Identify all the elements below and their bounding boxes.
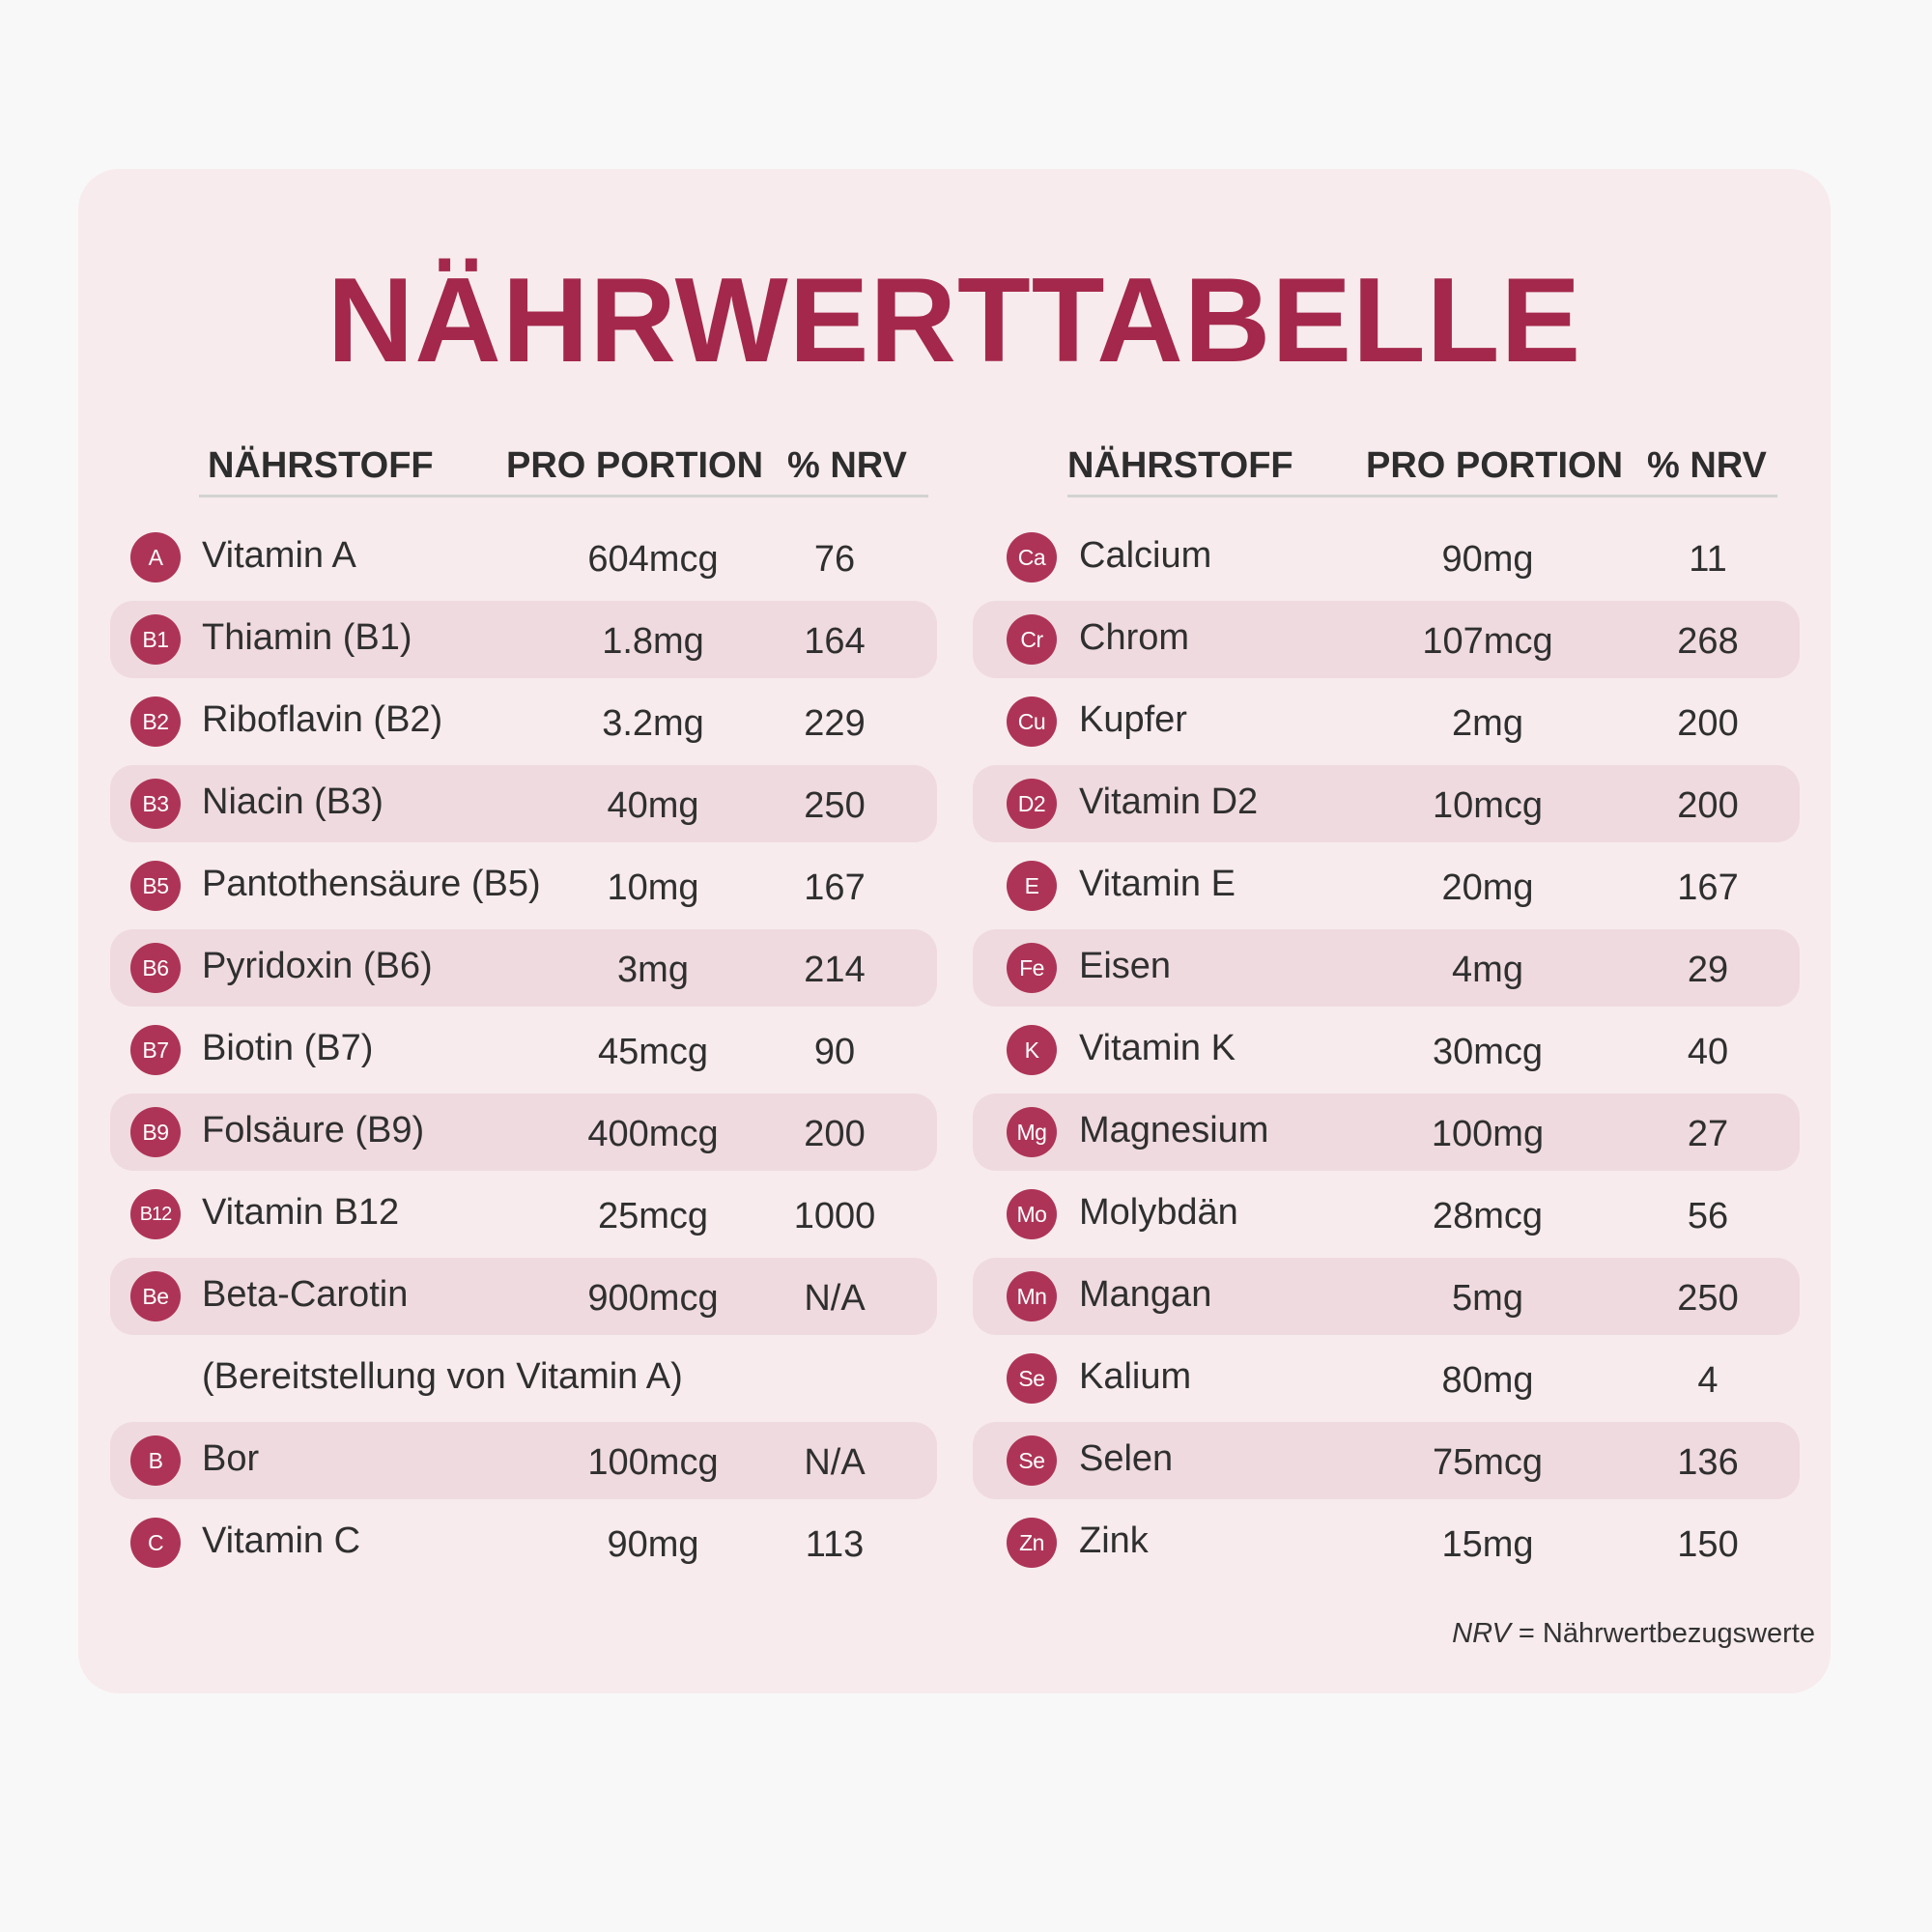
nutrient-nrv: 164 (804, 621, 866, 662)
nutrient-badge-icon: Ca (1007, 532, 1057, 582)
nutrient-amount: 45mcg (597, 1032, 709, 1072)
nutrient-amount: 80mg (1441, 1360, 1534, 1401)
nutrient-name: Calcium (1079, 535, 1212, 576)
nutrient-nrv: 250 (1677, 1278, 1739, 1319)
nutrient-nrv: 11 (1689, 539, 1727, 580)
right-header-nutrient: NÄHRSTOFF (1067, 445, 1293, 486)
nutrient-badge-icon: B6 (130, 943, 181, 993)
nutrient-amount: 10mg (607, 867, 699, 908)
nutrient-name: (Bereitstellung von Vitamin A) (202, 1356, 683, 1397)
nutrient-nrv: 27 (1687, 1114, 1729, 1154)
right-header-nrv: % NRV (1647, 445, 1767, 486)
nutrient-nrv: 200 (1677, 703, 1739, 744)
nutrient-amount: 107mcg (1422, 621, 1553, 662)
nutrient-amount: 1.8mg (602, 621, 704, 662)
nutrient-name: Selen (1079, 1438, 1174, 1479)
nutrient-nrv: 4 (1697, 1360, 1719, 1401)
nutrient-amount: 25mcg (597, 1196, 709, 1236)
nutrient-nrv: 90 (813, 1032, 856, 1072)
nutrient-name: Magnesium (1079, 1110, 1269, 1151)
nutrient-amount: 40mg (607, 785, 699, 826)
nutrient-amount: 90mg (607, 1524, 699, 1565)
nutrient-nrv: 113 (805, 1524, 865, 1565)
nutrient-nrv: 76 (813, 539, 856, 580)
nutrient-name: Vitamin E (1079, 864, 1236, 904)
nutrient-amount: 5mg (1452, 1278, 1523, 1319)
left-header-nrv: % NRV (787, 445, 907, 486)
nutrient-badge-icon: Mg (1007, 1107, 1057, 1157)
nutrient-name: Vitamin B12 (202, 1192, 400, 1233)
nutrient-nrv: 29 (1687, 950, 1729, 990)
nutrient-badge-icon: D2 (1007, 779, 1057, 829)
nutrient-name: Mangan (1079, 1274, 1212, 1315)
page-title: NÄHRWERTTABELLE (327, 254, 1582, 387)
nutrient-badge-icon: Cu (1007, 696, 1057, 747)
nutrient-badge-icon: Be (130, 1271, 181, 1321)
nutrient-amount: 2mg (1452, 703, 1523, 744)
right-header-per-serving: PRO PORTION (1366, 445, 1624, 486)
nutrient-badge-icon: Se (1007, 1353, 1057, 1404)
nutrient-badge-icon: B5 (130, 861, 181, 911)
nutrient-nrv: 167 (804, 867, 866, 908)
nutrient-amount: 3mg (617, 950, 689, 990)
nutrient-nrv: 1000 (793, 1196, 876, 1236)
nutrient-name: Folsäure (B9) (202, 1110, 425, 1151)
nutrient-name: Thiamin (B1) (202, 617, 412, 658)
nutrient-nrv: N/A (804, 1442, 866, 1483)
nutrient-badge-icon: A (130, 532, 181, 582)
nutrient-amount: 4mg (1452, 950, 1523, 990)
nutrient-name: Kupfer (1079, 699, 1187, 740)
nutrient-badge-icon: B12 (130, 1189, 181, 1239)
nutrient-nrv: 229 (804, 703, 866, 744)
nutrient-name: Eisen (1079, 946, 1172, 986)
nutrient-badge-icon: C (130, 1518, 181, 1568)
nutrient-badge-icon: Cr (1007, 614, 1057, 665)
nutrient-amount: 100mg (1431, 1114, 1545, 1154)
right-header-divider (1067, 495, 1777, 497)
nutrient-amount: 3.2mg (602, 703, 704, 744)
footnote-definition: = Nährwertbezugswerte (1510, 1618, 1815, 1649)
nutrient-nrv: 200 (1677, 785, 1739, 826)
nutrient-name: Pantothensäure (B5) (202, 864, 541, 904)
nutrient-amount: 28mcg (1432, 1196, 1544, 1236)
nutrient-name: Zink (1079, 1520, 1149, 1561)
nutrient-badge-icon: Mn (1007, 1271, 1057, 1321)
nutrient-amount: 604mcg (587, 539, 719, 580)
nutrient-badge-icon: B9 (130, 1107, 181, 1157)
nutrient-badge-icon: B (130, 1435, 181, 1486)
nutrient-amount: 30mcg (1432, 1032, 1544, 1072)
nutrient-name: Molybdän (1079, 1192, 1238, 1233)
nutrient-badge-icon: Se (1007, 1435, 1057, 1486)
nutrient-badge-icon: Fe (1007, 943, 1057, 993)
nutrient-amount: 10mcg (1432, 785, 1544, 826)
nutrient-amount: 15mg (1441, 1524, 1534, 1565)
nutrient-nrv: 214 (804, 950, 866, 990)
nutrient-name: Kalium (1079, 1356, 1192, 1397)
nutrient-amount: 20mg (1441, 867, 1534, 908)
nutrient-nrv: 167 (1677, 867, 1739, 908)
nutrient-nrv: 200 (804, 1114, 866, 1154)
nutrient-nrv: 56 (1687, 1196, 1729, 1236)
nutrient-name: Vitamin C (202, 1520, 361, 1561)
nutrient-amount: 75mcg (1432, 1442, 1544, 1483)
nutrient-amount: 400mcg (587, 1114, 719, 1154)
nutrient-badge-icon: B3 (130, 779, 181, 829)
nutrient-nrv: 136 (1677, 1442, 1739, 1483)
nutrient-nrv: 40 (1687, 1032, 1729, 1072)
nutrient-name: Vitamin K (1079, 1028, 1236, 1068)
nutrient-badge-icon: K (1007, 1025, 1057, 1075)
nutrient-name: Vitamin A (202, 535, 356, 576)
nutrient-nrv: 268 (1677, 621, 1739, 662)
nutrient-badge-icon: B2 (130, 696, 181, 747)
nutrient-nrv: 250 (804, 785, 866, 826)
nutrient-amount: 900mcg (587, 1278, 719, 1319)
nutrient-name: Beta-Carotin (202, 1274, 409, 1315)
nutrient-nrv: 150 (1677, 1524, 1739, 1565)
nutrient-name: Riboflavin (B2) (202, 699, 443, 740)
nutrient-nrv: N/A (804, 1278, 866, 1319)
nutrient-name: Bor (202, 1438, 260, 1479)
nutrient-badge-icon: Mo (1007, 1189, 1057, 1239)
footnote-abbreviation: NRV (1452, 1618, 1511, 1649)
nutrient-name: Niacin (B3) (202, 781, 384, 822)
nutrient-amount: 90mg (1441, 539, 1534, 580)
footnote (1452, 1618, 1815, 1650)
left-header-per-serving: PRO PORTION (506, 445, 764, 486)
nutrient-name: Chrom (1079, 617, 1190, 658)
nutrient-badge-icon: E (1007, 861, 1057, 911)
nutrient-badge-icon: Zn (1007, 1518, 1057, 1568)
nutrient-badge-icon: B1 (130, 614, 181, 665)
nutrient-amount: 100mcg (587, 1442, 719, 1483)
nutrition-card (78, 169, 1831, 1693)
nutrient-name: Vitamin D2 (1079, 781, 1259, 822)
nutrient-name: Biotin (B7) (202, 1028, 374, 1068)
left-header-nutrient: NÄHRSTOFF (208, 445, 434, 486)
nutrient-badge-icon: B7 (130, 1025, 181, 1075)
nutrient-name: Pyridoxin (B6) (202, 946, 433, 986)
left-header-divider (199, 495, 928, 497)
